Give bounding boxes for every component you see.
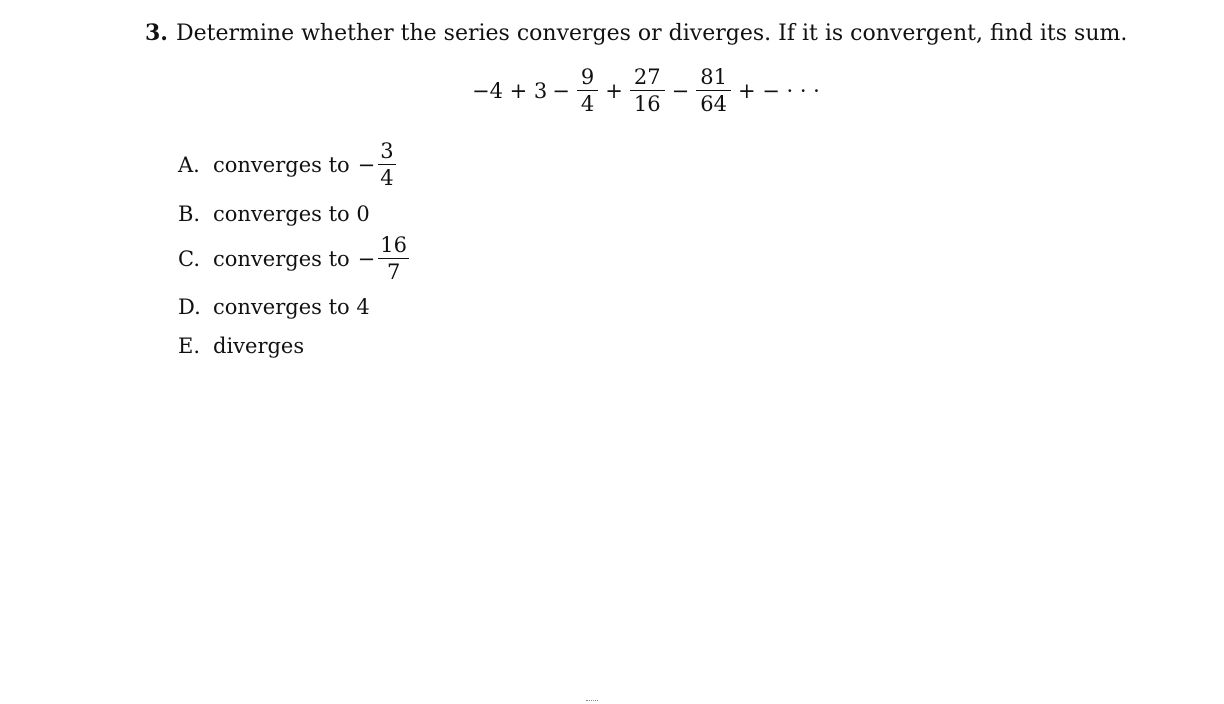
fraction-denominator: 7 — [386, 260, 401, 284]
fraction-numerator: 27 — [630, 66, 665, 91]
choice-b[interactable] — [178, 202, 378, 226]
choice-fraction — [378, 234, 409, 283]
fraction-denominator: 64 — [700, 92, 727, 116]
fraction-numerator: 3 — [380, 139, 394, 163]
fraction-numerator: 9 — [577, 66, 598, 91]
series-fraction — [577, 66, 598, 115]
series-operator: + — [605, 78, 623, 103]
choice-e[interactable] — [178, 334, 312, 358]
series-fraction — [630, 66, 665, 115]
choice-letter: E. — [178, 334, 201, 358]
choice-letter: A. — [178, 152, 200, 177]
choice-text: diverges — [213, 334, 305, 358]
choice-sign: − — [357, 152, 376, 177]
series-expression — [472, 66, 825, 115]
series-operator: − — [552, 78, 570, 103]
choice-text: converges to 0 — [213, 202, 370, 226]
choice-d[interactable] — [178, 295, 378, 319]
fraction-numerator: 81 — [696, 66, 731, 91]
series-tail: + − · · · — [737, 78, 820, 103]
fraction-denominator: 4 — [580, 92, 595, 116]
fraction-denominator: 4 — [380, 166, 394, 190]
choice-c[interactable] — [178, 234, 411, 283]
series-fraction — [696, 66, 731, 115]
choice-text: converges to 4 — [213, 295, 370, 319]
series-operator: − — [671, 78, 690, 103]
choice-sign: − — [357, 246, 376, 271]
page-footer-mark — [586, 700, 598, 703]
fraction-denominator: 16 — [633, 92, 661, 116]
choice-letter: D. — [178, 295, 201, 319]
choice-a[interactable] — [178, 140, 398, 189]
series-lead-terms: −4 + 3 — [472, 78, 548, 103]
choice-letter: C. — [178, 246, 200, 271]
choice-text: converges to — [213, 246, 350, 271]
choice-fraction — [378, 140, 395, 189]
question-text: Determine whether the series converges or diverges. If it is convergent, find its sum. — [175, 21, 1128, 46]
choice-letter: B. — [178, 202, 201, 226]
question-prompt — [145, 19, 1127, 48]
fraction-numerator: 16 — [380, 233, 408, 257]
choice-text: converges to — [213, 152, 350, 177]
question-number: 3. — [145, 20, 168, 46]
